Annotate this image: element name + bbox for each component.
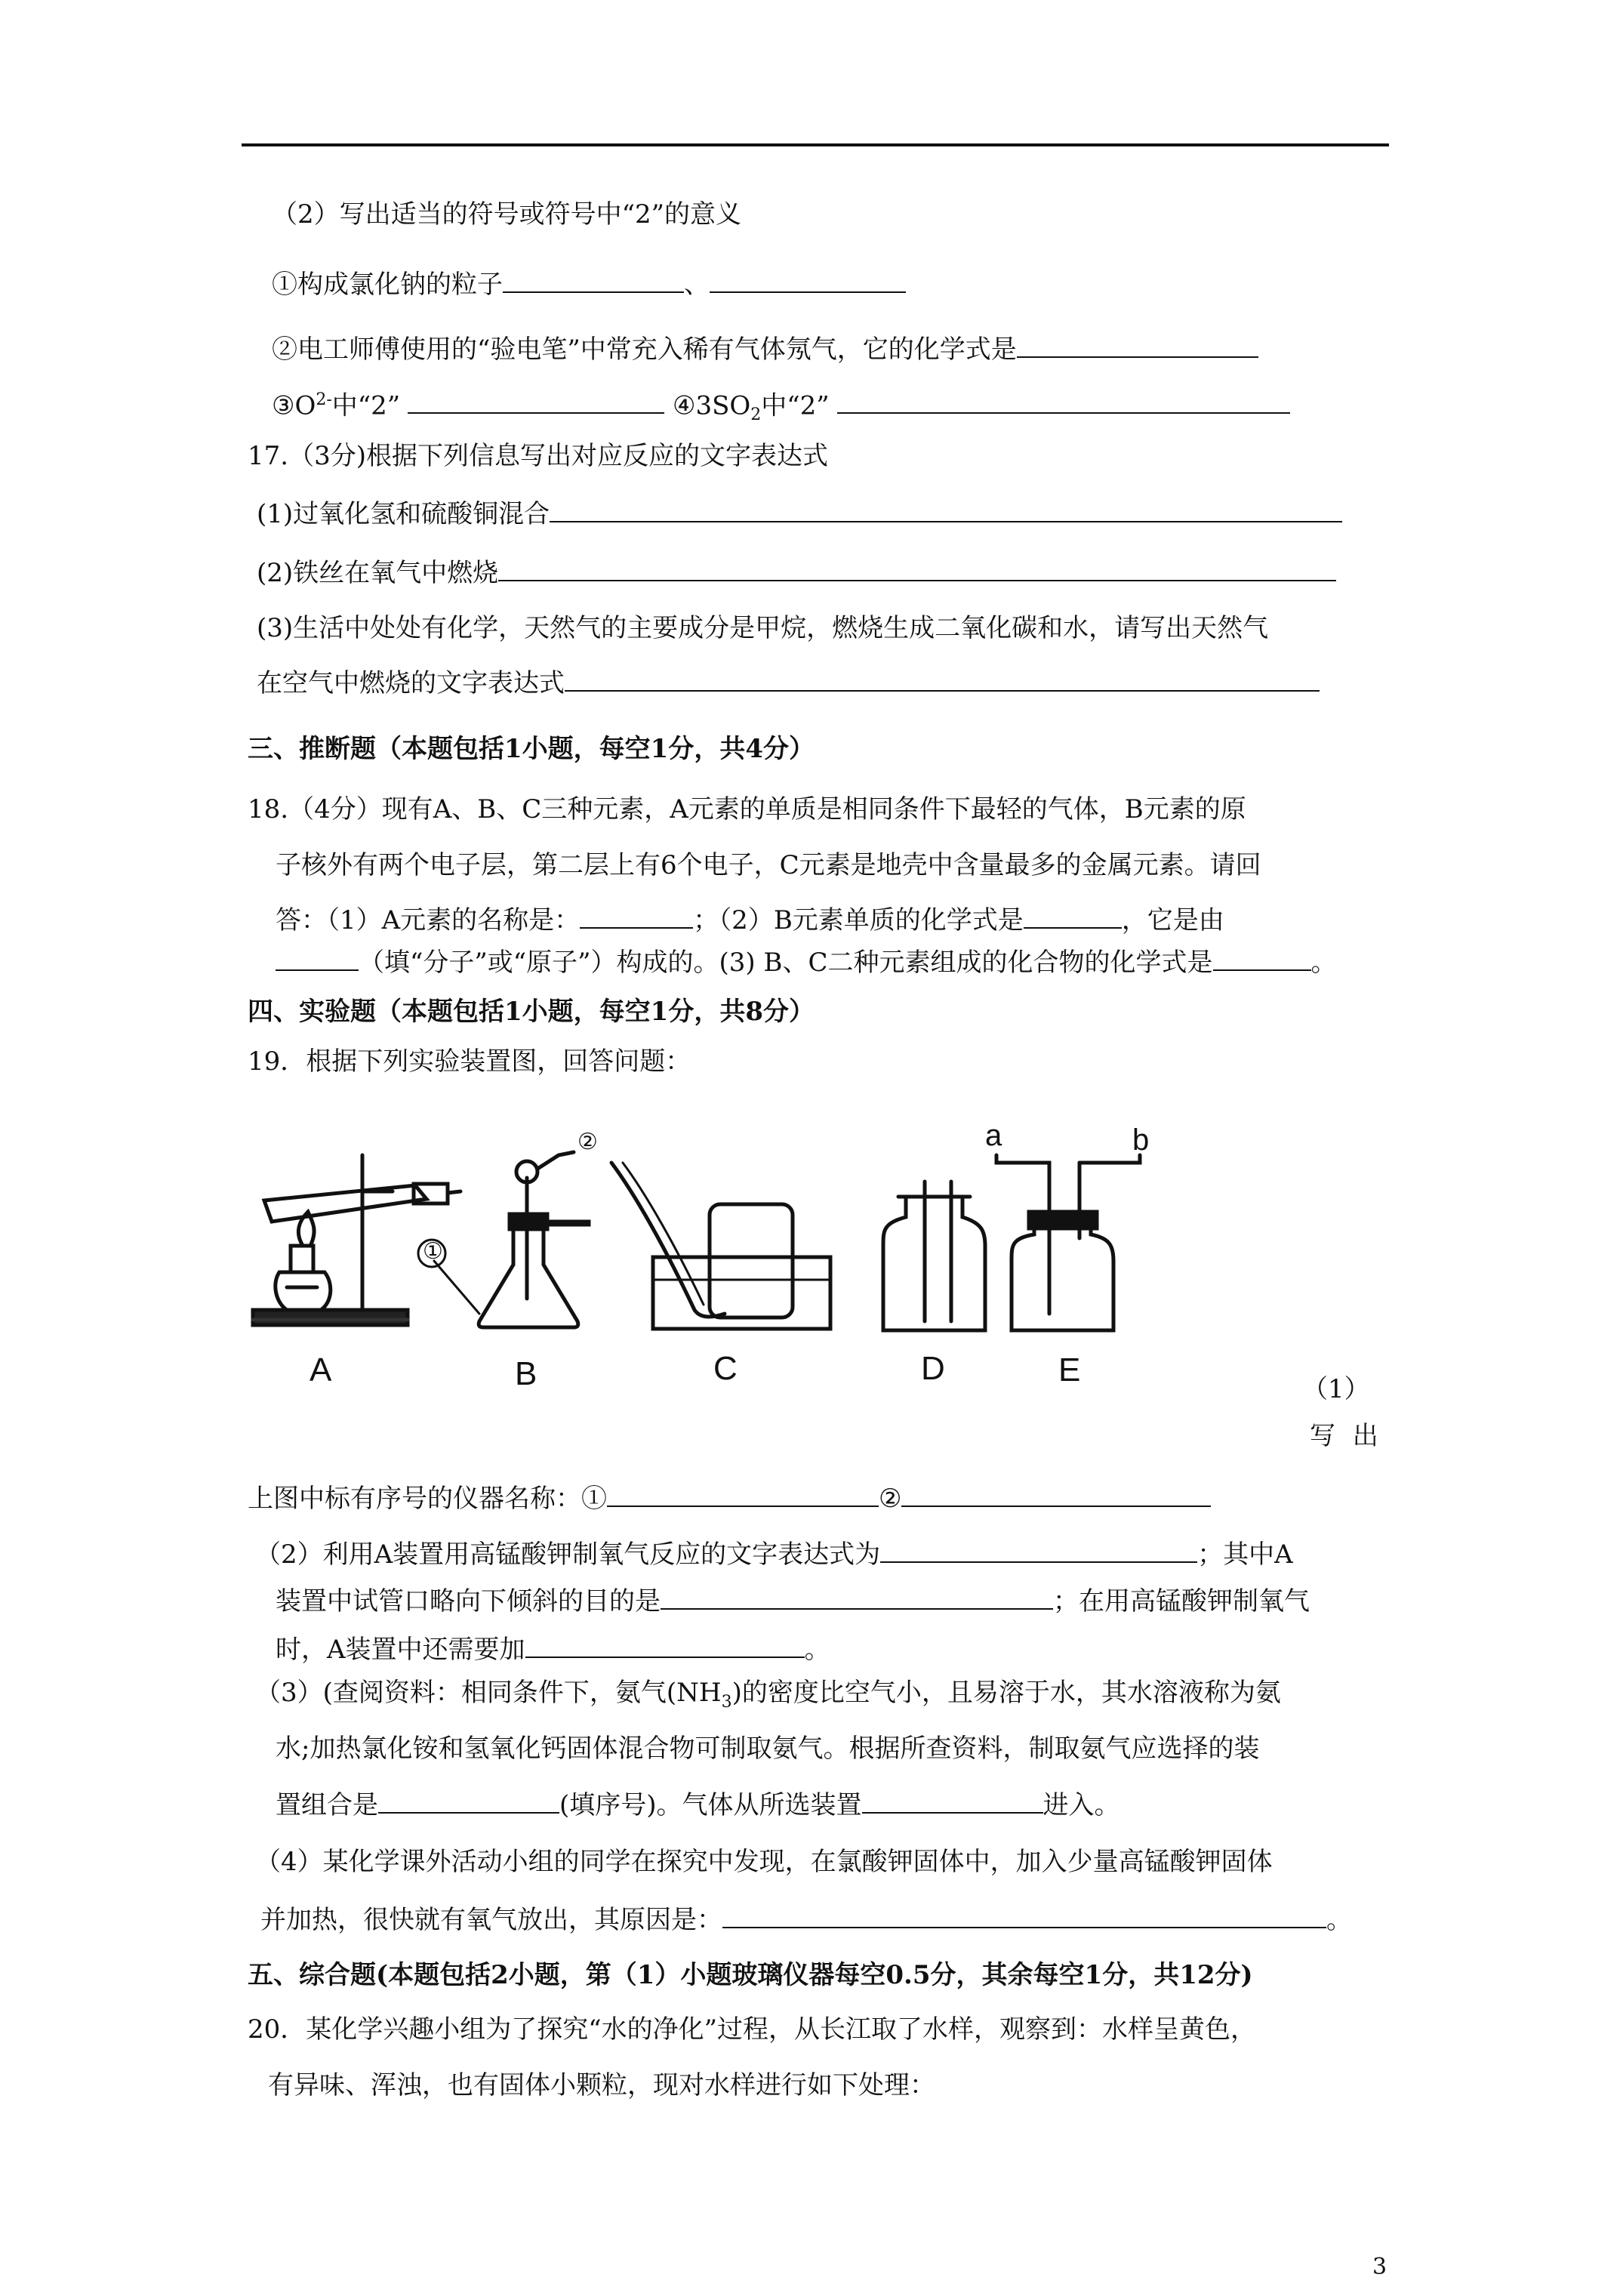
answer-blank[interactable] (710, 266, 906, 293)
label-e: E (1058, 1351, 1081, 1388)
q17-part1: (1)过氧化氢和硫酸铜混合 (257, 495, 1342, 531)
q18-line2: 子核外有两个电子层，第二层上有6个电子，C元素是地壳中含量最多的金属元素。请回 (276, 850, 1261, 880)
q19-p3-line3: 置组合是 (填序号)。气体从所选装置 进入。 (276, 1786, 1120, 1822)
marker-2: ② (577, 1130, 598, 1154)
answer-blank[interactable] (580, 901, 693, 929)
tube-label-b: b (1132, 1123, 1150, 1157)
label-d: D (921, 1350, 945, 1387)
marker-1: ① (423, 1239, 443, 1264)
answer-blank[interactable] (607, 1480, 879, 1507)
q17-part2: (2)铁丝在氧气中燃烧 (257, 554, 1336, 590)
label-b: B (515, 1355, 537, 1392)
q17-part3: (3)生活中处处有化学，天然气的主要成分是甲烷，燃烧生成二氧化碳和水，请写出天然气 (257, 613, 1269, 643)
apparatus-e (996, 1155, 1140, 1330)
q16-intro: （2）写出适当的符号或符号中“2”的意义 (272, 199, 742, 230)
answer-blank[interactable] (837, 387, 1290, 414)
answer-blank[interactable] (550, 495, 1342, 522)
label-c: C (713, 1350, 738, 1387)
answer-blank[interactable] (1024, 901, 1122, 929)
q18-line4: （填“分子”或“原子”）构成的。(3) B、C二种元素组成的化合物的化学式是 。 (276, 944, 1337, 979)
q19-p2-line1: （2）利用A装置用高锰酸钾制氧气反应的文字表达式为 ；其中A (255, 1536, 1293, 1571)
q19-p1-write: 写 出 (1310, 1421, 1383, 1451)
answer-blank[interactable] (722, 1901, 1326, 1928)
apparatus-d (883, 1182, 985, 1330)
label-a: A (310, 1351, 332, 1388)
q19-title: 19．根据下列实验装置图，回答问题： (248, 1046, 691, 1077)
q19-p3-line2: 水;加热氯化铵和氢氧化钙固体混合物可制取氨气。根据所查资料，制取氨气应选择的装 (276, 1734, 1260, 1764)
q19-p4-line1: （4）某化学课外活动小组的同学在探究中发现，在氯酸钾固体中，加入少量高锰酸钾固体 (255, 1847, 1273, 1877)
answer-blank[interactable] (661, 1583, 1053, 1610)
answer-blank[interactable] (498, 554, 1336, 581)
header-rule (242, 143, 1389, 146)
q17-part3-cont: 在空气中燃烧的文字表达式 (257, 664, 1320, 700)
q19-p3-line1: （3）(查阅资料：相同条件下，氨气$(NH_3)$的密度比空气小，且易溶于水，其水溶液称为氨 (255, 1678, 1281, 1712)
q19-p4-line2: 并加热，很快就有氧气放出，其原因是： 。 (260, 1901, 1352, 1937)
answer-blank[interactable] (503, 266, 684, 293)
q19-p1: 上图中标有序号的仪器名称：① ② (248, 1480, 1211, 1515)
answer-blank[interactable] (901, 1480, 1211, 1507)
answer-blank[interactable] (565, 664, 1320, 692)
answer-blank[interactable] (1213, 944, 1311, 971)
answer-blank[interactable] (408, 387, 664, 414)
section4-heading: 四、实验题（本题包括1小题，每空1分，共8分） (248, 997, 815, 1027)
answer-blank[interactable] (862, 1786, 1043, 1814)
apparatus-drawing (242, 1133, 1268, 1419)
q16-item2: ②电工师傅使用的“验电笔”中常充入稀有气体氖气，它的化学式是 (272, 331, 1258, 366)
section5-heading: 五、综合题(本题包括2小题，第（1）小题玻璃仪器每空0.5分，其余每空1分，共12分) (248, 1960, 1253, 1990)
answer-blank[interactable] (378, 1786, 559, 1814)
q19-p2-line2: 装置中试管口略向下倾斜的目的是 ；在用高锰酸钾制氧气 (276, 1583, 1310, 1618)
q19-p2-line3: 时，A装置中还需要加 。 (276, 1631, 830, 1666)
q18-line1: 18.（4分）现有A、B、C三种元素，A元素的单质是相同条件下最轻的气体，B元素的原 (248, 794, 1246, 824)
q17-title: 17.（3分)根据下列信息写出对应反应的文字表达式 (248, 441, 828, 471)
section3-heading: 三、推断题（本题包括1小题，每空1分，共4分） (248, 734, 815, 764)
apparatus-c (611, 1163, 830, 1329)
q19-p1-number: （1） (1302, 1374, 1370, 1404)
answer-blank[interactable] (276, 944, 359, 971)
apparatus-b (418, 1152, 589, 1327)
q16-item1: ①构成氯化钠的粒子 、 (272, 266, 906, 301)
answer-blank[interactable] (880, 1536, 1197, 1563)
q20-line1: 20．某化学兴趣小组为了探究“水的净化”过程，从长江取了水样，观察到：水样呈黄色， (248, 2014, 1257, 2045)
q20-line2: 有异味、浑浊，也有固体小颗粒，现对水样进行如下处理： (268, 2070, 935, 2100)
page-number: 3 (1372, 2254, 1387, 2280)
apparatus-figure (242, 1119, 1268, 1419)
answer-blank[interactable] (1017, 331, 1258, 358)
q18-line3: 答：（1）A元素的名称是： ；（2）B元素单质的化学式是 ，它是由 (276, 901, 1224, 937)
tube-label-a: a (985, 1119, 1002, 1152)
answer-blank[interactable] (525, 1631, 805, 1658)
q16-item3-4: $③O^{2-}$中“2” $④3SO_2$中“2” (272, 384, 1290, 432)
